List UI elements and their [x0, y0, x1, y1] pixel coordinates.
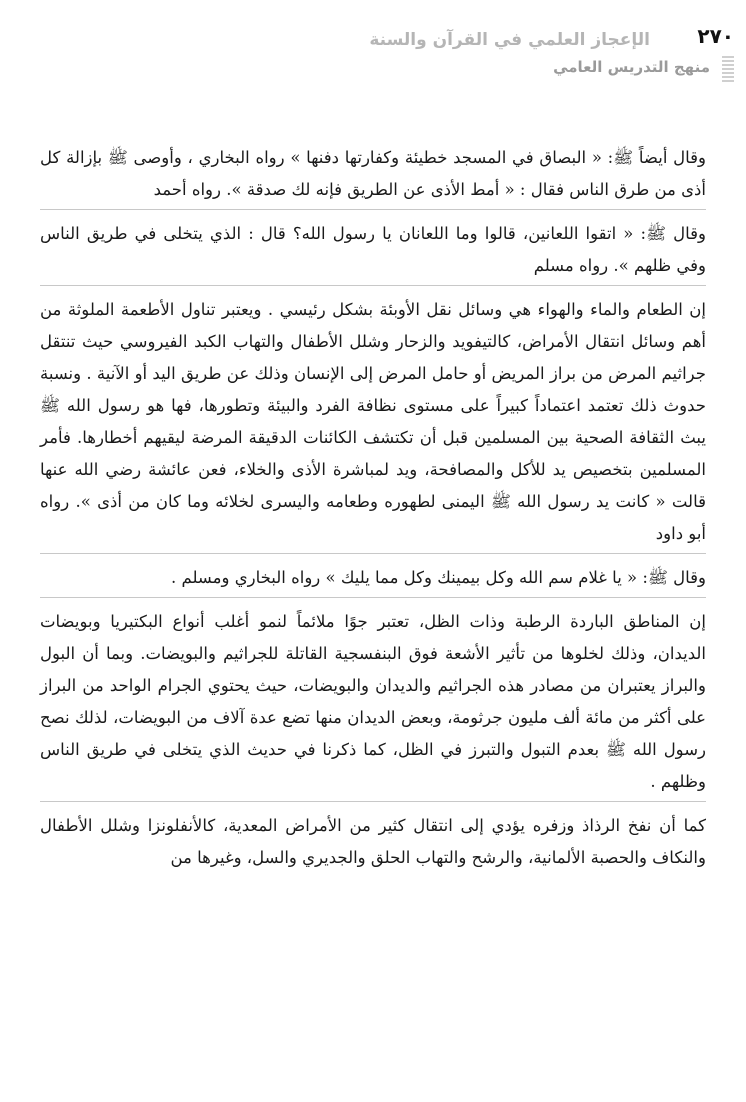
book-title: الإعجاز العلمي في القرآن والسنة — [369, 30, 650, 50]
paragraph: وقال ﷺ: « يا غلام سم الله وكل بيمينك وكل مما يليك » رواه البخاري ومسلم . — [40, 562, 706, 598]
section-title: منهج التدريس العامي — [553, 58, 710, 76]
paragraph: وقال ﷺ: « اتقوا اللعانين، قالوا وما اللعانان يا رسول الله؟ قال : الذي يتخلى في طريق الناس وفي ظلهم ». رواه مسلم — [40, 218, 706, 286]
paragraph: كما أن نفخ الرذاذ وزفره يؤدي إلى انتقال كثير من الأمراض المعدية، كالأنفلونزا وشلل الأطفال والنكاف والحصبة الألمانية، والرشح والتهاب الحلق والجديري والسل، وغيرها من — [40, 816, 706, 867]
header-ornament-icon — [722, 56, 734, 82]
paragraph: وقال أيضاً ﷺ: « البصاق في المسجد خطيئة وكفارتها دفنها » رواه البخاري ، وأوصى ﷺ بإزالة كل أذى من طرق الناس فقال : « أمط الأذى عن الطريق فإنه لك صدقة ». رواه أحمد — [40, 142, 706, 210]
paragraph: إن المناطق الباردة الرطبة وذات الظل، تعتبر جوًا ملائماً لنمو أغلب أنواع البكتيريا وبويضات الديدان، وذلك لخلوها من تأثير الأشعة فوق البنفسجية القاتلة للجراثيم والبويضات. وبما أن البول والبراز يعتبران من مصادر هذه الجراثيم والديدان والبويضات، حيث يحتوي الجرام الواحد من البراز على أكثر من مائة ألف مليون جرثومة، وبعض الديدان منها تضع عدة آلاف من البويضات، لذلك نصح رسول الله ﷺ بعدم التبول والتبرز في الظل، كما ذكرنا في حديث الذي يتخلى في طريق الناس وظلهم . — [40, 606, 706, 802]
paragraph: إن الطعام والماء والهواء هي وسائل نقل الأوبئة بشكل رئيسي . ويعتبر تناول الأطعمة الملوثة من أهم وسائل انتقال الأمراض، كالتيفويد والزحار وشلل الأطفال والتهاب الكبد الفيروسي حيث تنتقل جراثيم المرض من براز المريض أو حامل المرض إلى الإنسان وذلك عن طريق اليد أو الآنية . ونسبة حدوث ذلك تعتمد اعتماداً كبيراً على مستوى نظافة الفرد والبيئة وتطورها، فها هو رسول الله ﷺ يبث الثقافة الصحية بين المسلمين قبل أن تكتشف الكائنات الدقيقة المرضة ليقيهم أخطارها. فأمر المسلمين بتخصيص يد للأكل والمصافحة، ويد لمباشرة الأذى والخلاء، فعن عائشة رضي الله عنها قالت « كانت يد رسول الله ﷺ اليمنى لطهوره وطعامه واليسرى لخلائه وما كان من أذى ». رواه أبو داود — [40, 294, 706, 554]
body-text — [40, 142, 706, 885]
page-number: ٢٧٠ — [697, 24, 734, 48]
